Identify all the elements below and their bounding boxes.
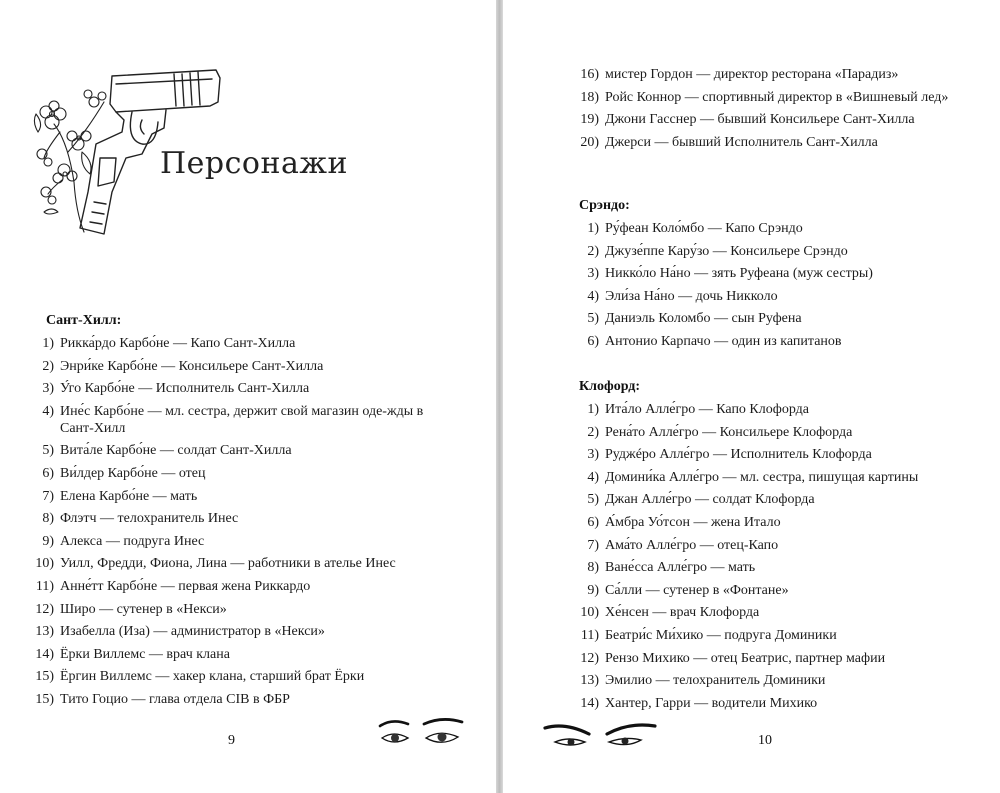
list-item-text: Джерси — бывший Исполнитель Сант-Хилла [605,134,878,150]
eyes-illustration-right [543,720,663,756]
list-item-text: Джони Гасснер — бывший Консильере Сант-Хилла [605,112,915,128]
character-list-sant-hill [30,335,450,714]
list-item-number: 4) [42,403,54,419]
list-item [575,695,970,712]
list-item [575,672,970,689]
list-item [575,537,970,554]
list-item [30,668,450,685]
list-item [575,220,970,237]
list-item-text: Рензо Михико — отец Беатрис, партнер мафии [605,650,886,666]
list-item-text: У́го Карбо́не — Исполнитель Сант-Хилла [60,381,310,397]
list-item-text: Широ — сутенер в «Некси» [60,601,227,617]
list-item-text: Елена Карбо́не — мать [60,488,198,504]
list-item-text: Ру́феан Коло́мбо — Капо Срэндо [605,221,803,236]
left-page [0,0,496,793]
list-item [30,380,450,397]
list-item-text: Хе́нсен — врач Клофорда [605,605,760,621]
list-item-number: 5) [42,443,54,459]
list-item-text: Джан Алле́гро — солдат Клофорда [605,492,815,508]
list-item-number: 10) [35,556,54,572]
list-item [30,510,450,527]
section-title-sant-hill: Сант-Хилл: [46,313,122,328]
list-item-text: Домини́ка Алле́гро — мл. сестра, пишущая картины [605,469,919,485]
list-item-number: 2) [587,243,599,259]
list-item-text: Эмилио — телохранитель Доминики [605,673,826,689]
list-item [575,650,970,667]
list-item [30,358,450,375]
list-item-text: Эли́за На́но — дочь Никколо [605,288,778,304]
list-item-number: 12) [35,601,54,617]
list-item [30,335,450,352]
list-item-text: Ита́ло Алле́гро — Капо Клофорда [605,402,809,417]
list-item-number: 18) [580,89,599,105]
list-item-text: Флэтч — телохранитель Инес [60,511,239,527]
section-title-srendo: Срэндо: [579,198,630,213]
list-item-number: 13) [35,624,54,640]
list-item-text: Антонио Карпачо — один из капитанов [605,333,842,349]
list-item-text: Беатри́с Ми́хико — подруга Доминики [605,627,837,643]
list-item-text: А́мбра Уо́тсон — жена Итало [605,514,781,530]
list-item-text: Алекса — подруга Инес [60,533,205,549]
list-item-text: Вита́ле Карбо́не — солдат Сант-Хилла [60,443,292,459]
list-item-text: Ви́лдер Карбо́не — отец [60,465,206,481]
list-item-number: 4) [587,469,599,485]
list-item-number: 20) [580,134,599,150]
list-item [30,465,450,482]
list-item-number: 13) [580,673,599,689]
list-item [575,514,970,531]
list-item-number: 2) [42,358,54,374]
list-item-text: Ама́то Алле́гро — отец-Капо [605,537,779,553]
list-item [575,627,970,644]
list-item-text: мистер Гордон — директор ресторана «Парадиз» [605,67,899,82]
eyes-illustration [376,716,476,752]
list-item [575,333,970,350]
book-spine [496,0,503,793]
list-item [30,403,450,437]
character-list-sant-hill-continued [575,66,970,156]
list-item-number: 1) [42,336,54,351]
list-item [575,559,970,576]
list-item-number: 6) [42,465,54,481]
list-item [30,623,450,640]
list-item-number: 3) [42,381,54,397]
list-item-text: Изабелла (Иза) — администратор в «Некси» [60,624,325,640]
list-item-number: 7) [42,488,54,504]
list-item-text: Хантер, Гарри — водители Михико [605,695,818,711]
list-item-number: 14) [35,646,54,662]
list-item-number: 16) [580,67,599,82]
page-number: 9 [228,733,235,748]
list-item [575,265,970,282]
list-item-number: 3) [587,266,599,282]
list-item-number: 19) [580,112,599,128]
list-item-number: 5) [587,311,599,327]
list-item-text: Уилл, Фредди, Фиона, Лина — работники в ателье Инес [60,556,396,572]
list-item-text: Тито Гоцио — глава отдела CIB в ФБР [60,691,290,707]
list-item-text: Са́лли — сутенер в «Фонтане» [605,582,789,598]
list-item-number: 14) [580,695,599,711]
list-item-text: Рикка́рдо Карбо́не — Капо Сант-Хилла [60,336,296,351]
list-item-number: 9) [42,533,54,549]
list-item [30,442,450,459]
list-item-number: 1) [587,402,599,417]
character-list-cloford [575,401,970,717]
list-item-text: Ройс Коннор — спортивный директор в «Вишневый лед» [605,89,949,105]
list-item [30,578,450,595]
list-item-number: 8) [587,560,599,576]
right-page [503,0,1000,793]
list-item [575,469,970,486]
list-item-number: 7) [587,537,599,553]
list-item-number: 5) [587,492,599,508]
list-item-text: Руджéро Алле́гро — Исполнитель Клофорда [605,447,872,463]
list-item-number: 1) [587,221,599,236]
list-item-text: Никко́ло На́но — зять Руфеана (муж сестры) [605,266,873,282]
list-item [575,491,970,508]
list-item [575,401,970,418]
list-item-text: Даниэль Коломбо — сын Руфена [605,311,802,327]
list-item [575,310,970,327]
list-item [30,691,450,708]
list-item [575,446,970,463]
page-title: Персонажи [160,146,348,181]
list-item-text: Ине́с Карбо́не — мл. сестра, держит свой магазин оде-жды в Сант-Хилл [60,403,424,436]
list-item-number: 11) [580,627,599,643]
list-item-number: 11) [35,578,54,594]
list-item-text: Джузе́ппе Кару́зо — Консильере Срэндо [605,243,848,259]
list-item-number: 15) [35,691,54,707]
list-item-number: 8) [42,511,54,527]
list-item-number: 3) [587,447,599,463]
list-item [575,89,970,106]
list-item [575,424,970,441]
list-item [30,488,450,505]
list-item-number: 12) [580,650,599,666]
list-item [575,134,970,151]
list-item-text: Ёрки Виллемс — врач клана [60,646,230,662]
list-item-number: 9) [587,582,599,598]
list-item [575,111,970,128]
list-item-number: 10) [580,605,599,621]
list-item-number: 15) [35,669,54,685]
list-item-number: 2) [587,424,599,440]
list-item [575,604,970,621]
list-item-text: Рена́то Алле́гро — Консильере Клофорда [605,424,853,440]
list-item-number: 6) [587,514,599,530]
list-item [575,288,970,305]
list-item [575,243,970,260]
list-item-text: Энри́ке Карбо́не — Консильере Сант-Хилла [60,358,324,374]
list-item-number: 6) [587,333,599,349]
list-item [575,582,970,599]
list-item [30,646,450,663]
list-item-text: Анне́тт Карбо́не — первая жена Риккардо [60,578,311,594]
section-title-cloford: Клофорд: [579,379,641,394]
list-item [30,601,450,618]
list-item [30,533,450,550]
list-item-number: 4) [587,288,599,304]
character-list-srendo [575,220,970,356]
list-item [575,66,970,83]
list-item-text: Ване́сса Алле́гро — мать [605,560,756,576]
page-number: 10 [758,733,772,748]
list-item-text: Ёргин Виллемс — хакер клана, старший брат Ёрки [60,669,365,685]
list-item [30,555,450,572]
